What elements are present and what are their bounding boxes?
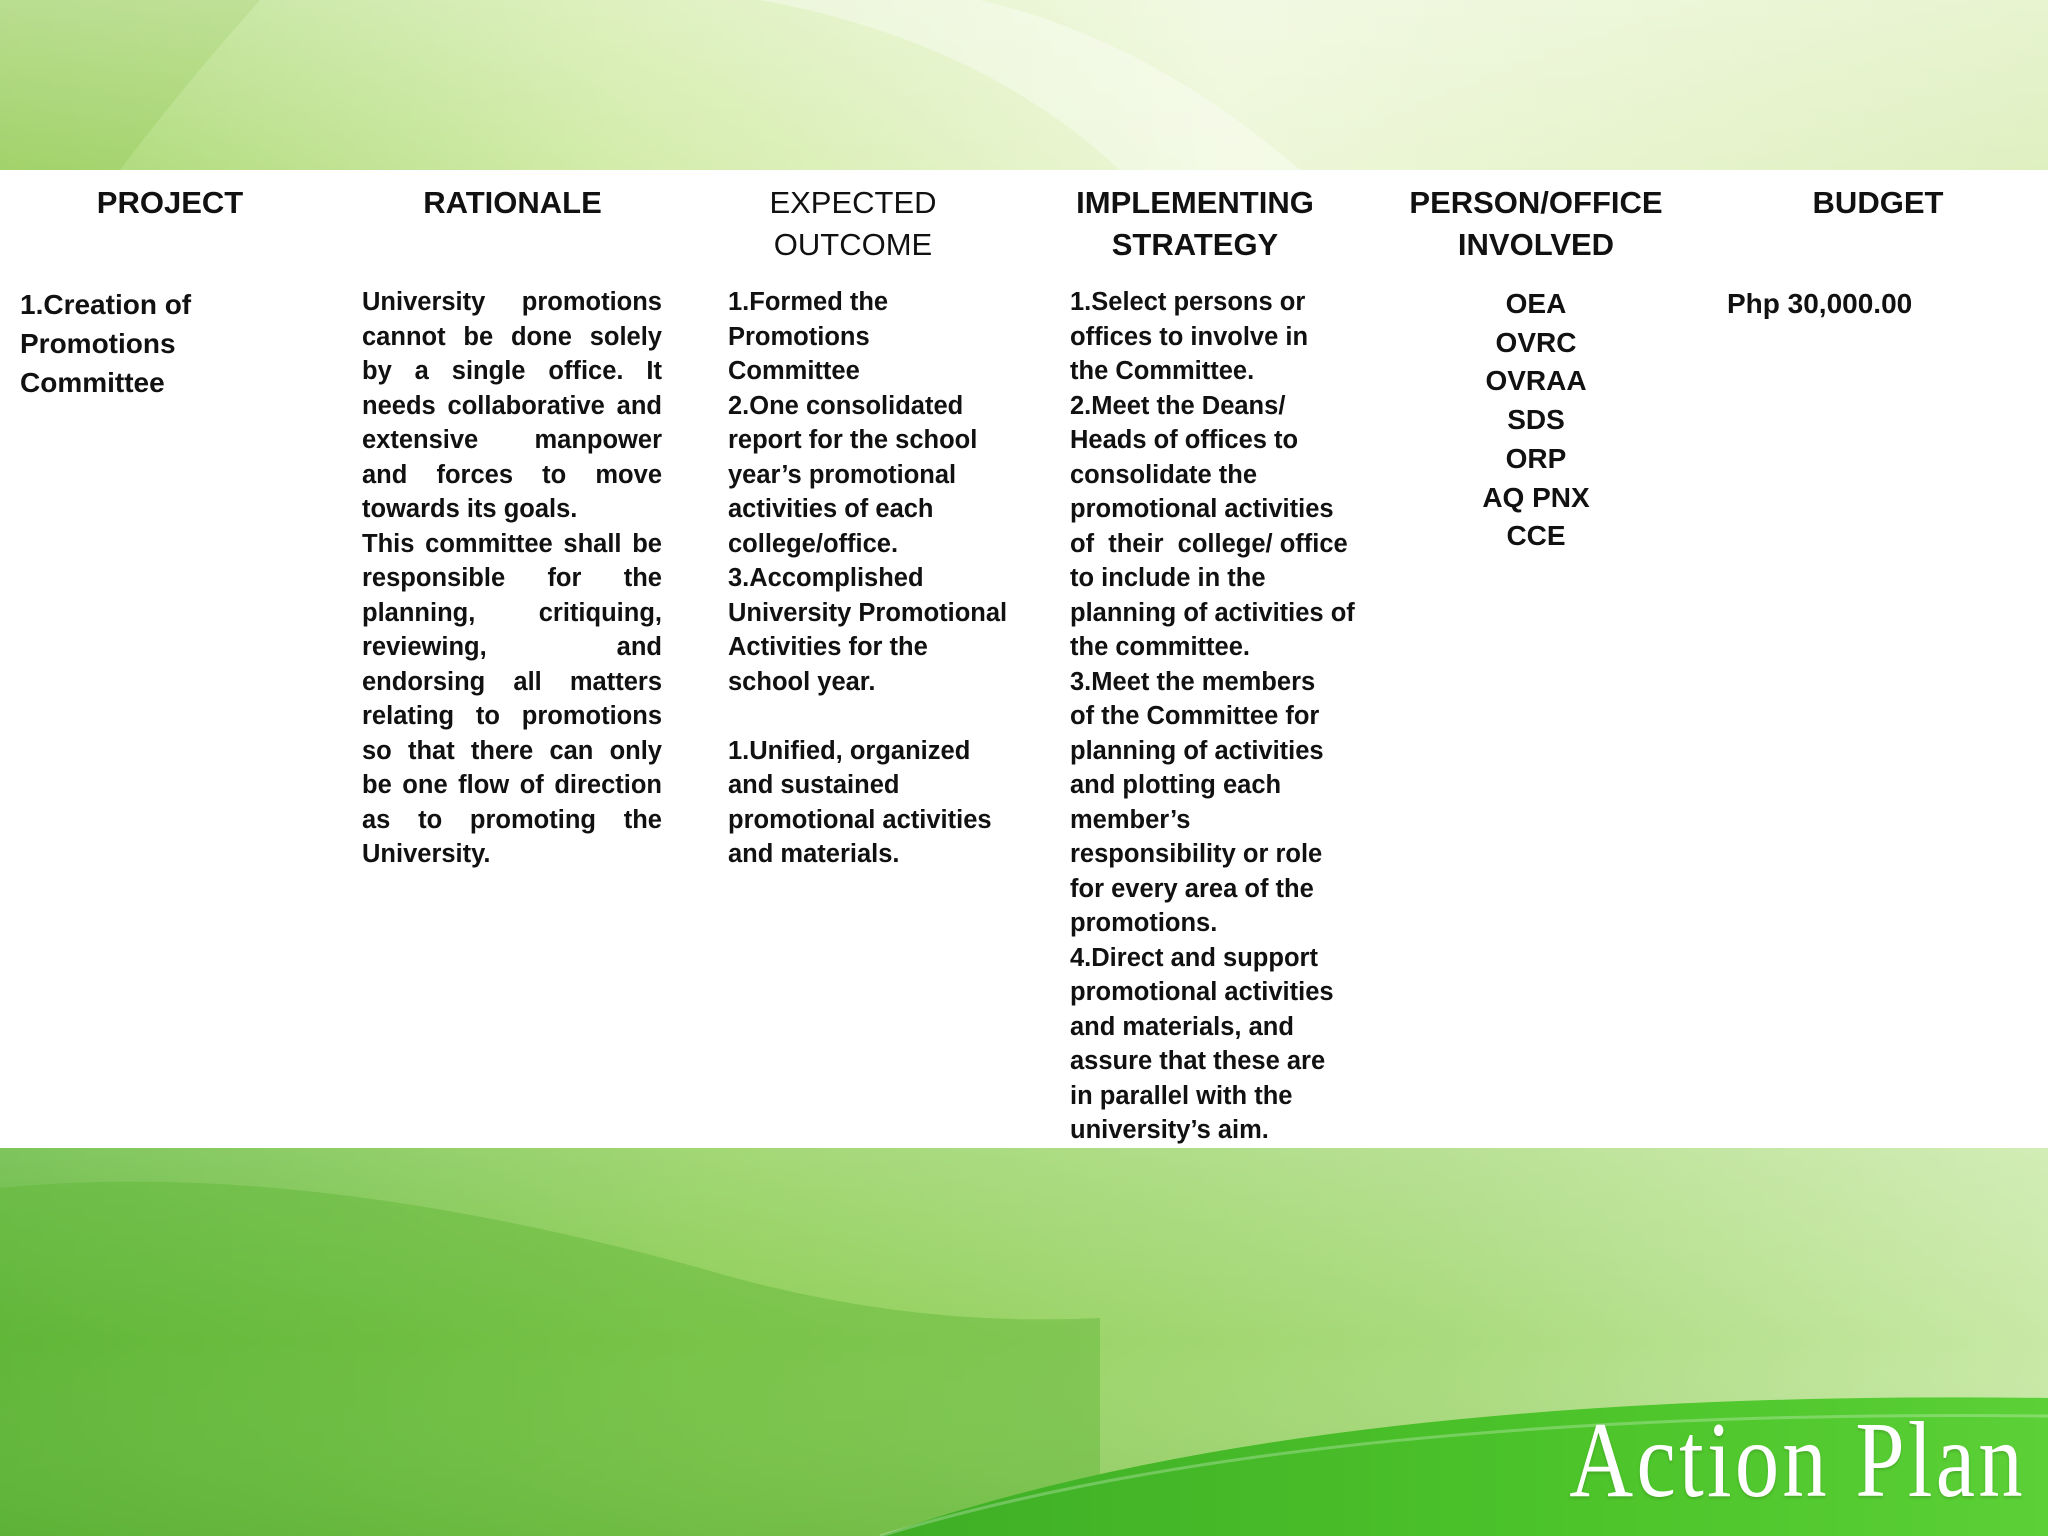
office-item: SDS: [1507, 404, 1565, 436]
header-project: [20, 182, 320, 224]
strategy-line: 4.Direct and support: [1070, 943, 1318, 972]
outcome-line: year’s promotional: [728, 460, 957, 489]
budget-value: Php 30,000.00: [1727, 288, 1913, 319]
outcome-line: report for the school: [728, 426, 978, 454]
strategy-line: planning of activities: [1070, 736, 1324, 765]
outcome-line: Committee: [728, 357, 860, 385]
project-line: 1.Creation of: [20, 289, 192, 320]
strategy-line: member’s: [1070, 805, 1191, 834]
header-implementing-strategy-line2: STRATEGY: [1111, 227, 1279, 262]
strategy-line: and materials, and: [1070, 1012, 1294, 1041]
office-item: OVRC: [1495, 326, 1577, 358]
rationale-cell: [362, 285, 662, 872]
top-band-graphic: [0, 0, 2048, 170]
outcome-line: Promotions: [728, 322, 870, 351]
office-item: OEA: [1505, 288, 1567, 319]
strategy-line: consolidate the: [1070, 460, 1258, 489]
strategy-line: assure that these are: [1070, 1047, 1326, 1075]
implementing-strategy-cell: [1070, 285, 1360, 1148]
person-office-cell: [1386, 285, 1686, 556]
project-cell: [20, 285, 330, 402]
strategy-line: responsibility or role: [1070, 840, 1323, 868]
outcome-line: University Promotional: [728, 598, 1008, 627]
header-expected-outcome: [692, 182, 1014, 266]
outcome-line: college/office.: [728, 529, 899, 558]
expected-outcome-cell: [728, 285, 1028, 872]
strategy-line: Heads of offices to: [1070, 426, 1299, 454]
header-rationale: [360, 182, 665, 224]
header-implementing-strategy: [1050, 182, 1340, 266]
strategy-line: in parallel with the: [1070, 1081, 1293, 1110]
strategy-line: of the Committee for: [1070, 702, 1320, 730]
budget-cell: [1727, 285, 2027, 323]
strategy-line: for every area of the: [1070, 874, 1314, 903]
rationale-paragraph: This committee shall be responsible for the planning, critiquing, reviewing, and endorsing all matters relating to promotions so that there can only be one flow of direction as to promoting the University.: [362, 529, 662, 868]
rationale-paragraph: University promotions cannot be done solely by a single office. It needs collaborative and extensive manpower and forces to move towards its goals.: [362, 288, 662, 523]
strategy-line: university’s aim.: [1070, 1116, 1269, 1144]
office-item: ORP: [1505, 442, 1567, 474]
strategy-line: to include in the: [1070, 564, 1266, 592]
strategy-line: 3.Meet the members: [1070, 667, 1316, 696]
office-item: AQ PNX: [1482, 481, 1590, 513]
outcome-line: 3.Accomplished: [728, 564, 924, 592]
header-person-office: [1386, 182, 1686, 266]
outcome-line: 1.Formed the: [728, 288, 889, 316]
header-expected-outcome-label: EXPECTED OUTCOME: [769, 185, 937, 262]
outcome-line: and materials.: [728, 840, 900, 868]
header-project-label: PROJECT: [96, 185, 244, 220]
outcome-line: 2.One consolidated: [728, 391, 964, 420]
slide-title: Action Plan: [1569, 1401, 2026, 1520]
header-person-office-line2: INVOLVED: [1457, 227, 1615, 262]
strategy-line: of their college/ office: [1070, 529, 1348, 558]
top-decorative-band: [0, 0, 2048, 170]
outcome-line: and sustained: [728, 771, 900, 799]
header-budget: [1728, 182, 2028, 224]
strategy-line: and plotting each: [1070, 771, 1282, 799]
strategy-line: promotional activities: [1070, 495, 1334, 523]
strategy-line: 2.Meet the Deans/: [1070, 391, 1286, 420]
strategy-line: promotions.: [1070, 909, 1218, 937]
outcome-line: school year.: [728, 667, 876, 696]
strategy-line: planning of activities of: [1070, 598, 1355, 627]
strategy-line: offices to involve in: [1070, 322, 1309, 351]
outcome-spacer: [728, 699, 1028, 734]
project-line: Promotions: [20, 328, 176, 359]
header-rationale-label: RATIONALE: [423, 185, 602, 220]
header-implementing-strategy-line1: IMPLEMENTING: [1076, 185, 1314, 220]
office-item: OVRAA: [1485, 365, 1587, 397]
project-line: Committee: [20, 367, 165, 398]
office-item: CCE: [1506, 520, 1566, 552]
header-person-office-line1: PERSON/OFFICE: [1409, 185, 1663, 220]
outcome-line: promotional activities: [728, 805, 992, 834]
strategy-line: 1.Select persons or: [1070, 288, 1306, 316]
outcome-line: Activities for the: [728, 633, 928, 661]
outcome-line: activities of each: [728, 495, 934, 523]
outcome-line: 1.Unified, organized: [728, 736, 971, 765]
strategy-line: promotional activities: [1070, 978, 1334, 1006]
strategy-line: the Committee.: [1070, 357, 1255, 385]
bottom-decorative-band: [0, 1148, 2048, 1536]
header-budget-label: BUDGET: [1812, 185, 1944, 220]
strategy-line: the committee.: [1070, 633, 1250, 661]
